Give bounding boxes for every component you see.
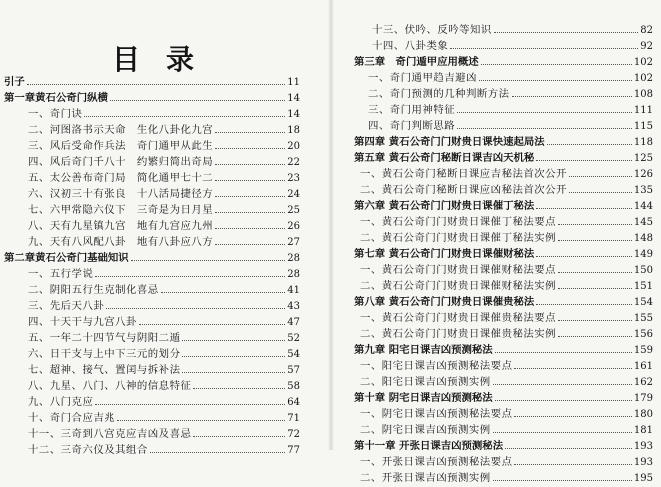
toc-entry-page: 162 bbox=[633, 377, 653, 388]
page-title: 目录 bbox=[112, 43, 221, 76]
dot-leader bbox=[84, 116, 285, 117]
toc-entry-page: 28 bbox=[287, 269, 300, 280]
dot-leader bbox=[495, 400, 632, 401]
toc-entry-title: 六、日干支与上中下三元的划分 bbox=[28, 348, 181, 360]
toc-entry-title: 三、奇门用神特征 bbox=[368, 104, 456, 116]
dot-leader bbox=[215, 132, 285, 133]
toc-entry-title: 第二章黄石公奇门基础知识 bbox=[4, 252, 129, 264]
dot-leader bbox=[161, 292, 286, 293]
toc-entry bbox=[332, 310, 661, 326]
toc-entry bbox=[0, 234, 330, 250]
toc-entry bbox=[332, 118, 661, 134]
dot-leader bbox=[182, 356, 285, 357]
dot-leader bbox=[495, 352, 632, 353]
toc-entry-page: 179 bbox=[633, 393, 653, 404]
dot-leader bbox=[493, 384, 632, 385]
toc-entry bbox=[332, 22, 661, 38]
toc-entry bbox=[332, 230, 661, 246]
dot-leader bbox=[505, 448, 632, 449]
toc-entry-page: 43 bbox=[287, 301, 300, 312]
dot-leader bbox=[95, 276, 285, 277]
toc-entry bbox=[332, 358, 661, 374]
toc-entry-title: 十四、八卦类象 bbox=[372, 40, 449, 52]
dot-leader bbox=[215, 180, 285, 181]
dot-leader bbox=[457, 128, 632, 129]
dot-leader bbox=[215, 212, 285, 213]
toc-entry bbox=[332, 326, 661, 342]
toc-entry-page: 193 bbox=[633, 457, 653, 468]
toc-entry-title: 十、奇门合应吉兆 bbox=[28, 412, 116, 424]
toc-entry-title: 二、开张日课吉凶预测实例 bbox=[360, 472, 491, 484]
dot-leader bbox=[493, 432, 632, 433]
toc-entry-page: 11 bbox=[287, 77, 300, 88]
dot-leader bbox=[27, 84, 285, 85]
toc-entry-title: 一、阴宅日课吉凶预测秘法要点 bbox=[360, 408, 513, 420]
toc-entry-page: 92 bbox=[640, 41, 653, 52]
toc-entry-page: 27 bbox=[287, 237, 300, 248]
toc-entry-page: 64 bbox=[287, 397, 300, 408]
toc-entry bbox=[332, 438, 661, 454]
toc-entry-title: 第四章 黄石公奇门门财贵日课快速起局法 bbox=[354, 136, 545, 148]
toc-entry-page: 154 bbox=[633, 297, 653, 308]
toc-list-left bbox=[0, 74, 330, 458]
toc-entry-title: 一、奇门诀 bbox=[28, 108, 83, 120]
toc-entry-title: 九、天有八风配八卦 地有八卦应八方 bbox=[28, 236, 214, 248]
toc-entry bbox=[0, 298, 330, 314]
toc-entry bbox=[0, 378, 330, 394]
toc-entry bbox=[0, 122, 330, 138]
toc-entry bbox=[332, 470, 661, 486]
toc-entry bbox=[332, 374, 661, 390]
toc-entry-title: 二、黄石公奇门门财贵日课催财秘法实例 bbox=[360, 280, 557, 292]
toc-entry-page: 22 bbox=[287, 157, 300, 168]
toc-entry bbox=[332, 246, 661, 262]
dot-leader bbox=[514, 416, 631, 417]
toc-entry bbox=[0, 250, 330, 266]
toc-entry-page: 77 bbox=[287, 445, 300, 456]
toc-entry-page: 25 bbox=[287, 205, 300, 216]
toc-entry-page: 125 bbox=[633, 153, 653, 164]
dot-leader bbox=[558, 288, 632, 289]
toc-entry-title: 第六章 黄石公奇门门财贵日课催丁秘法 bbox=[354, 200, 535, 212]
toc-entry bbox=[332, 294, 661, 310]
toc-entry bbox=[332, 406, 661, 422]
left-page bbox=[0, 0, 330, 456]
dot-leader bbox=[150, 452, 285, 453]
dot-leader bbox=[512, 96, 632, 97]
dot-leader bbox=[536, 160, 632, 161]
dot-leader bbox=[182, 340, 285, 341]
toc-entry bbox=[332, 390, 661, 406]
toc-entry bbox=[332, 422, 661, 438]
toc-entry bbox=[0, 282, 330, 298]
toc-entry-page: 82 bbox=[640, 25, 653, 36]
toc-entry-page: 115 bbox=[633, 121, 653, 132]
toc-entry bbox=[0, 186, 330, 202]
toc-entry bbox=[0, 266, 330, 282]
toc-entry-page: 148 bbox=[633, 233, 653, 244]
toc-entry-title: 七、超神、接气、置闰与拆补法 bbox=[28, 364, 181, 376]
toc-entry-page: 180 bbox=[633, 409, 653, 420]
toc-entry-page: 23 bbox=[287, 173, 300, 184]
dot-leader bbox=[193, 436, 285, 437]
dot-leader bbox=[558, 272, 632, 273]
dot-leader bbox=[536, 208, 632, 209]
toc-entry bbox=[0, 362, 330, 378]
dot-leader bbox=[558, 240, 632, 241]
toc-entry-page: 47 bbox=[287, 317, 300, 328]
toc-entry-page: 28 bbox=[287, 253, 300, 264]
dot-leader bbox=[558, 336, 632, 337]
toc-entry-page: 71 bbox=[287, 413, 300, 424]
dot-leader bbox=[215, 164, 285, 165]
dot-leader bbox=[182, 372, 285, 373]
dot-leader bbox=[558, 320, 632, 321]
toc-entry-title: 三、风后受命作兵法 奇门通甲从此生 bbox=[28, 140, 214, 152]
toc-entry-page: 102 bbox=[633, 73, 653, 84]
toc-entry-page: 118 bbox=[633, 137, 653, 148]
toc-entry-page: 193 bbox=[633, 441, 653, 452]
toc-entry-page: 195 bbox=[633, 473, 653, 484]
toc-entry bbox=[332, 70, 661, 86]
toc-entry bbox=[0, 426, 330, 442]
toc-entry bbox=[0, 202, 330, 218]
toc-entry bbox=[332, 182, 661, 198]
toc-entry bbox=[332, 262, 661, 278]
toc-entry-page: 54 bbox=[287, 349, 300, 360]
toc-entry bbox=[332, 150, 661, 166]
toc-entry-title: 第八章 黄石公奇门门财贵日课催贵秘法 bbox=[354, 296, 535, 308]
toc-entry-title: 五、太公善布奇门局 简化通甲七十二 bbox=[28, 172, 214, 184]
toc-entry bbox=[332, 166, 661, 182]
toc-entry-title: 二、阴宅日课吉凶预测实例 bbox=[360, 424, 491, 436]
toc-entry bbox=[332, 198, 661, 214]
dot-leader bbox=[117, 420, 285, 421]
toc-entry-page: 149 bbox=[633, 249, 653, 260]
toc-entry-title: 一、五行学说 bbox=[28, 268, 94, 280]
dot-leader bbox=[193, 388, 285, 389]
dot-leader bbox=[139, 324, 285, 325]
dot-leader bbox=[481, 64, 632, 65]
toc-entry-title: 四、十天干与九宫八卦 bbox=[28, 316, 137, 328]
toc-entry-page: 111 bbox=[633, 105, 653, 116]
toc-entry-page: 181 bbox=[633, 425, 653, 436]
toc-entry-title: 一、奇门通甲趋吉避凶 bbox=[368, 72, 477, 84]
toc-list-right bbox=[332, 22, 661, 486]
toc-entry bbox=[332, 278, 661, 294]
toc-entry-title: 八、天有九星镇九宫 地有九宫应九州 bbox=[28, 220, 214, 232]
dot-leader bbox=[106, 308, 285, 309]
toc-entry bbox=[0, 314, 330, 330]
dot-leader bbox=[215, 148, 285, 149]
toc-entry bbox=[332, 54, 661, 70]
toc-entry bbox=[332, 134, 661, 150]
toc-entry-page: 151 bbox=[633, 281, 653, 292]
toc-entry-page: 26 bbox=[287, 221, 300, 232]
toc-entry-title: 三、先后天八卦 bbox=[28, 300, 105, 312]
toc-entry bbox=[0, 330, 330, 346]
toc-entry-page: 14 bbox=[287, 109, 300, 120]
toc-entry-page: 102 bbox=[633, 57, 653, 68]
toc-entry bbox=[0, 106, 330, 122]
toc-entry-page: 24 bbox=[287, 189, 300, 200]
toc-entry-page: 150 bbox=[633, 265, 653, 276]
dot-leader bbox=[536, 256, 632, 257]
toc-entry-title: 第一章黄石公奇门纵横 bbox=[4, 92, 108, 104]
dot-leader bbox=[479, 80, 632, 81]
dot-leader bbox=[457, 112, 632, 113]
toc-entry-page: 126 bbox=[633, 169, 653, 180]
toc-entry-title: 一、黄石公奇门门财贵日课催财秘法要点 bbox=[360, 264, 557, 276]
dot-leader bbox=[514, 464, 631, 465]
dot-leader bbox=[514, 368, 631, 369]
toc-entry bbox=[0, 74, 330, 90]
toc-entry-page: 72 bbox=[287, 429, 300, 440]
dot-leader bbox=[536, 304, 632, 305]
toc-entry-title: 第三章 奇门遁甲应用概述 bbox=[354, 56, 479, 68]
dot-leader bbox=[493, 480, 632, 481]
dot-leader bbox=[215, 228, 285, 229]
toc-entry-title: 第十一章 开张日课吉凶预测秘法 bbox=[354, 440, 504, 452]
right-page bbox=[332, 0, 661, 484]
toc-entry-page: 41 bbox=[287, 285, 300, 296]
toc-entry-title: 一、黄石公奇门秘断日课应吉秘法首次公开 bbox=[360, 168, 567, 180]
dot-leader bbox=[547, 144, 632, 145]
toc-entry-title: 二、阳宅日课吉凶预测实例 bbox=[360, 376, 491, 388]
toc-entry-title: 四、奇门判断思路 bbox=[368, 120, 456, 132]
dot-leader bbox=[131, 260, 286, 261]
toc-entry bbox=[332, 342, 661, 358]
toc-entry-title: 十二、三奇六仪及其组合 bbox=[28, 444, 148, 456]
toc-entry bbox=[0, 154, 330, 170]
toc-entry bbox=[0, 170, 330, 186]
toc-entry bbox=[332, 86, 661, 102]
toc-entry bbox=[0, 218, 330, 234]
toc-entry-page: 57 bbox=[287, 365, 300, 376]
toc-entry-title: 一、开张日课吉凶预测秘法要点 bbox=[360, 456, 513, 468]
dot-leader bbox=[558, 224, 632, 225]
toc-entry-page: 108 bbox=[633, 89, 653, 100]
toc-entry-title: 七、六甲常隐六仪下 三奇是为日月星 bbox=[28, 204, 214, 216]
dot-leader bbox=[569, 192, 632, 193]
dot-leader bbox=[215, 244, 285, 245]
toc-entry-page: 145 bbox=[633, 217, 653, 228]
toc-entry bbox=[332, 38, 661, 54]
toc-entry bbox=[0, 90, 330, 106]
toc-entry-title: 第五章 黄石公奇门秘断日课吉凶天机秘 bbox=[354, 152, 535, 164]
toc-entry-title: 二、河图洛书示天命 生化八卦化九宫 bbox=[28, 124, 214, 136]
dot-leader bbox=[450, 48, 638, 49]
toc-entry-page: 58 bbox=[287, 381, 300, 392]
toc-entry-title: 九、八门克应 bbox=[28, 396, 94, 408]
toc-entry bbox=[0, 346, 330, 362]
toc-entry-title: 第十章 阴宅日课吉凶预测秘法 bbox=[354, 392, 493, 404]
toc-entry-title: 一、黄石公奇门门财贵日课催丁秘法要点 bbox=[360, 216, 557, 228]
toc-entry-title: 一、黄石公奇门门财贵日课催贵秘法要点 bbox=[360, 312, 557, 324]
toc-entry bbox=[332, 102, 661, 118]
toc-entry-title: 二、阴阳五行生克制化喜忌 bbox=[28, 284, 159, 296]
toc-entry-title: 二、奇门预测的几种判断方法 bbox=[368, 88, 510, 100]
toc-entry-title: 十一、三奇到八宫克应吉凶及喜忌 bbox=[28, 428, 192, 440]
toc-entry-page: 14 bbox=[287, 93, 300, 104]
toc-entry bbox=[0, 138, 330, 154]
toc-entry-title: 引子 bbox=[4, 76, 25, 88]
toc-entry-page: 159 bbox=[633, 345, 653, 356]
dot-leader bbox=[95, 404, 285, 405]
toc-entry-title: 十三、伏吟、反吟等知识 bbox=[372, 24, 492, 36]
toc-entry bbox=[0, 394, 330, 410]
toc-entry-page: 156 bbox=[633, 329, 653, 340]
toc-entry-page: 18 bbox=[287, 125, 300, 136]
toc-entry-page: 155 bbox=[633, 313, 653, 324]
toc-entry bbox=[332, 454, 661, 470]
toc-entry-title: 二、黄石公奇门门财贵日课催贵秘法实例 bbox=[360, 328, 557, 340]
toc-entry-page: 135 bbox=[633, 185, 653, 196]
toc-entry-title: 五、一年二十四节气与阴阳二遁 bbox=[28, 332, 181, 344]
toc-entry bbox=[332, 214, 661, 230]
dot-leader bbox=[569, 176, 632, 177]
dot-leader bbox=[494, 32, 638, 33]
toc-entry-title: 四、风后奇门千八十 约繁归简出奇局 bbox=[28, 156, 214, 168]
toc-entry-title: 八、九星、八门、八神的信息特征 bbox=[28, 380, 192, 392]
toc-entry bbox=[0, 442, 330, 458]
toc-entry-title: 二、黄石公奇门秘断日课应凶秘法首次公开 bbox=[360, 184, 567, 196]
toc-entry-title: 一、阳宅日课吉凶预测秘法要点 bbox=[360, 360, 513, 372]
toc-entry-title: 六、汉初三十有张良 十八活局捷径方 bbox=[28, 188, 214, 200]
toc-entry-title: 第七章 黄石公奇门门财贵日课催财秘法 bbox=[354, 248, 535, 260]
toc-entry-title: 第九章 阳宅日课吉凶预测秘法 bbox=[354, 344, 493, 356]
dot-leader bbox=[215, 196, 285, 197]
toc-entry-page: 20 bbox=[287, 141, 300, 152]
toc-entry-page: 52 bbox=[287, 333, 300, 344]
toc-entry-page: 144 bbox=[633, 201, 653, 212]
toc-entry-title: 二、黄石公奇门门财贵日课催丁秘法实例 bbox=[360, 232, 557, 244]
toc-entry-page: 161 bbox=[633, 361, 653, 372]
dot-leader bbox=[110, 100, 285, 101]
toc-entry bbox=[0, 410, 330, 426]
